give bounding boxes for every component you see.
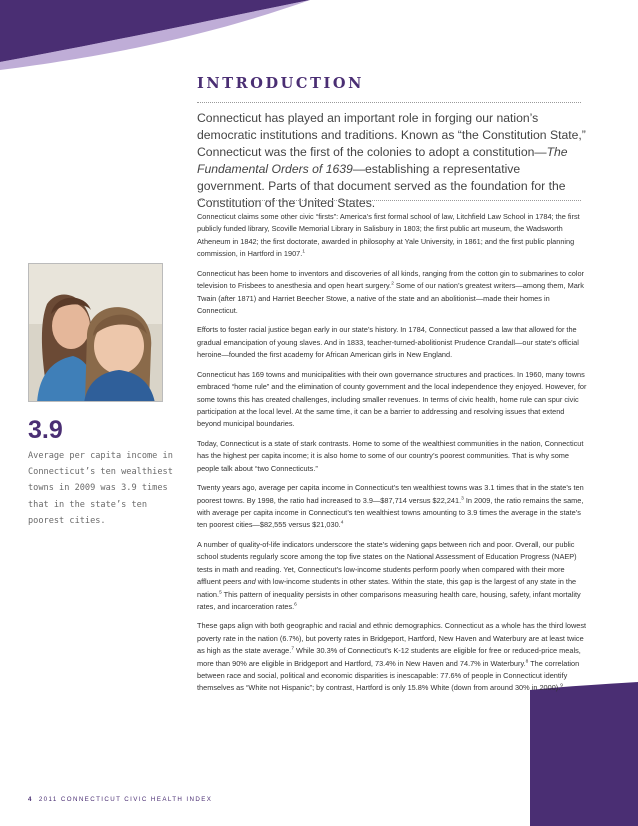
paragraph-text: Some of our nation’s greatest writers—among them, Mark Twain (after 1871) and Harriet Beecher Stowe, a native of the state and an abolitionist—made their homes in Connecticut. xyxy=(197,281,584,315)
paragraph-text: Connecticut has been home to inventors and discoveries of all kinds, ranging from the cotton gin to submarines to color television to Frisbees to anesthesia and open heart surgery. xyxy=(197,268,584,291)
intro-divider xyxy=(197,200,581,201)
decorative-corner-swoosh-top xyxy=(0,0,310,70)
paragraph-text: Connecticut has 169 towns and municipalities with their own governance structures and practices. In 1960, many towns embraced “home rule” and the elimination of county government and the local independence they enjoyed. However, for some towns this has created challenges, including smaller revenues. In terms of civic health, home rule can spur civic participation at the local level. At the same time, it can be a barrier to addressing and resolving issues that extend beyond municipal boundaries. xyxy=(197,369,587,429)
paragraph-text: Efforts to foster racial justice began early in our state’s history. In 1784, Connecticut passed a law that allowed for the gradual emancipation of young slaves. And in 1833, teacher-turned-abolitionist Prudence Crandall—our state’s official heroine—founded the first academy for African American girls in New England. xyxy=(197,325,579,360)
footnote-marker: 3 xyxy=(461,496,464,502)
emphasis-text: and xyxy=(243,577,256,587)
paragraph-text: with low-income students in other states. Within the state, this gap is the largest of any state in the nation. xyxy=(197,577,577,599)
section-title: INTRODUCTION xyxy=(197,75,364,92)
paragraph-text: In 2009, the ratio remains the same, with average per capita income in Connecticut’s ten wealthiest towns amounting to 3.9 times the average in the state’s ten poorest cities—$82,555 versus $21,030. xyxy=(197,495,584,530)
paragraph-text: Twenty years ago, average per capita income in Connecticut’s ten wealthiest towns was 3.1 times that in the state’s ten poorest towns. By 1998, the ratio had increased to 3.9—$87,714 versus $22,241. xyxy=(197,483,584,505)
paragraph-text: These gaps align with both geographic and racial and ethnic demographics. Connecticut as a whole has the third lowest poverty rate in the nation (6.7%), but poverty rates in Bridgeport, Hartford, New Haven and Waterbury are at least twice as high as the state average. xyxy=(197,621,587,656)
page-footer xyxy=(28,796,212,803)
body-paragraph xyxy=(197,211,589,261)
intro-paragraph xyxy=(197,110,589,213)
paragraph-text: While 30.3% of Connecticut’s K-12 students are eligible for free or reduced-price meals, more than 90% are eligible in Bridgeport and Hartford, 73.4% in New Haven and 74.7% in Waterbury. xyxy=(197,646,581,668)
body-paragraph xyxy=(197,620,589,694)
footnote-marker: 1 xyxy=(302,249,305,255)
paragraph-text: This pattern of inequality persists in other comparisons measuring health care, housing, safety, infant mortality rates, and incarceration rates. xyxy=(197,589,581,611)
publication-title: 2011 CONNECTICUT CIVIC HEALTH INDEX xyxy=(38,796,213,803)
decorative-corner-swoosh-bottom xyxy=(530,682,638,826)
body-paragraph xyxy=(197,324,589,361)
footnote-marker: 5 xyxy=(219,590,222,596)
footnote-marker: 6 xyxy=(294,602,297,608)
family-photo xyxy=(28,263,163,402)
body-paragraph xyxy=(197,268,589,318)
stat-description: Average per capita income in Connecticut’s ten wealthiest towns in 2009 was 3.9 times that in the state’s ten poorest cities. xyxy=(28,451,173,526)
body-paragraph xyxy=(197,369,589,431)
footnote-marker: 9 xyxy=(560,684,563,690)
paragraph-text: The correlation between race and social, political and economic disparities is inescapable: 77.6% of people in Connecticut identify themselves as “White not Hispanic”; by contrast, Hartford is only 15.8% White (down from around 30% in 2000). xyxy=(197,658,580,693)
body-paragraph xyxy=(197,482,589,532)
stat-value: 3.9 xyxy=(28,416,63,444)
footnote-marker: 8 xyxy=(525,659,529,665)
top-divider xyxy=(197,102,581,103)
footnote-marker: 7 xyxy=(291,646,294,652)
footnote-marker: 2 xyxy=(391,281,394,287)
body-paragraph xyxy=(197,539,589,613)
paragraph-text: Today, Connecticut is a state of stark contrasts. Home to some of the wealthiest communities in the nation, Connecticut has the highest per capita income; it is also home to some of our country’s poorest communities. That is why some people talk about “two Connecticuts.” xyxy=(197,438,584,473)
photo-illustration xyxy=(29,264,163,402)
paragraph-text: A number of quality-of-life indicators underscore the state’s widening gaps between rich and poor. Overall, our public school students regularly score among the top five states on the National Assessment of Education Progress (NAEP) tests in math and reading. Yet, Connecticut’s low-income students perform poorly when compared with their more affluent peers xyxy=(197,539,577,587)
body-paragraph xyxy=(197,438,589,475)
intro-text-italic: The Fundamental Orders of 1639 xyxy=(197,145,568,177)
paragraph-text: Connecticut claims some other civic “firsts”: America’s first formal school of law, Litchfield Law School in 1784; the first publicly funded library, Scoville Memorial Library in Salisbury in 1803; the first public art museum, the Wadsworth Atheneum in 1842; the first doctorate, awarded in philosophy at Yale University, in 1861; and the first public planning commission, in Hartford in 1907. xyxy=(197,212,580,259)
page-number: 4 xyxy=(28,796,33,803)
footnote-marker: 4 xyxy=(340,520,344,526)
intro-text-b: —establishing a representative government. Parts of that document served as the foundation for the Constitution of the United States. xyxy=(197,162,566,211)
intro-text-a: Connecticut has played an important role in forging our nation’s democratic institutions and traditions. Known as “the Constitution State,” Connecticut was the first of the colonies to adopt a constitution— xyxy=(197,111,586,160)
body-text xyxy=(197,211,589,702)
